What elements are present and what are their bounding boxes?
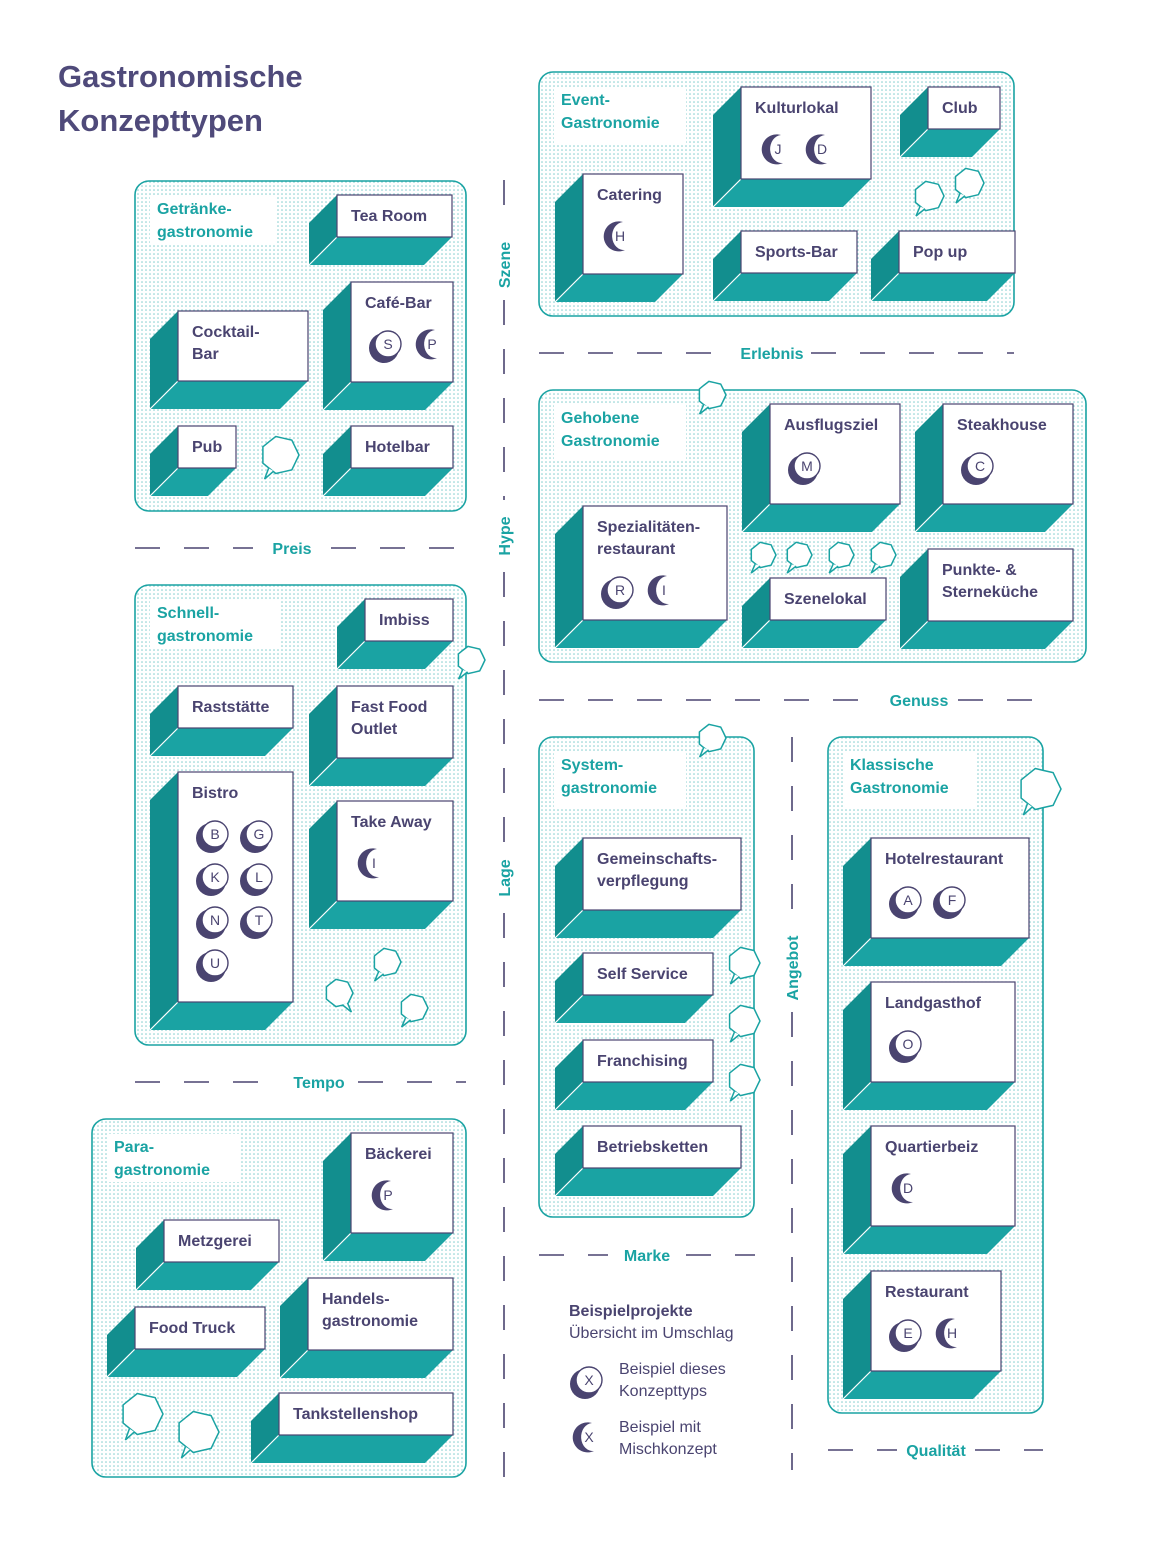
- box-side-face: [150, 772, 178, 1030]
- box-label-line: restaurant: [597, 541, 676, 558]
- group-label-line: Para-: [114, 1139, 155, 1156]
- group-label-line: Gastronomie: [561, 115, 660, 132]
- group-label-line: Getränke-: [157, 201, 232, 218]
- axis-label-angebot: Angebot: [785, 935, 802, 1001]
- badge-letter: R: [614, 582, 626, 598]
- badge-letter: N: [209, 912, 221, 928]
- group-label-line: gastronomie: [157, 224, 254, 241]
- axis-tempo: [135, 1075, 466, 1092]
- box-label-line: Outlet: [351, 721, 398, 738]
- concept-box-punkte: [900, 549, 1073, 649]
- badge-letter: B: [210, 826, 220, 842]
- legend-mix-line1: Beispiel mit: [619, 1419, 701, 1436]
- box-label-line: Raststätte: [192, 699, 270, 716]
- legend-full-line2: Konzepttyps: [619, 1383, 708, 1400]
- box-label-line: Sports-Bar: [755, 244, 838, 261]
- concept-box-szenelokal: [742, 578, 886, 648]
- axis-erlebnis: [539, 346, 1014, 363]
- concept-box-hotelrestaurant: [843, 838, 1029, 966]
- badge-letter: F: [947, 892, 957, 908]
- concept-box-handelsgastro: [280, 1278, 453, 1378]
- axis-genuss: [539, 693, 1043, 710]
- group-label-line: Gehobene: [561, 410, 640, 427]
- group-label-line: Gastronomie: [561, 433, 660, 450]
- concept-box-kulturlokal: [713, 87, 871, 207]
- axis-label-hype: Hype: [497, 516, 514, 556]
- axis-label-genuss: Genuss: [889, 693, 949, 710]
- group-label-line: Event-: [561, 92, 610, 109]
- box-label-line: Bar: [192, 346, 219, 363]
- box-label-line: Take Away: [351, 814, 432, 831]
- box-bottom-face: [900, 621, 1073, 649]
- box-label-line: Kulturlokal: [755, 100, 839, 117]
- concept-box-cocktailbar: [150, 311, 308, 409]
- box-label-line: Café-Bar: [365, 295, 432, 312]
- group-label-line: Klassische: [850, 757, 934, 774]
- page-title-line2: Konzepttypen: [58, 103, 263, 138]
- box-label-line: Club: [942, 100, 978, 117]
- concept-box-catering: [555, 174, 683, 302]
- legend-mix-badge: [573, 1422, 595, 1452]
- badge-letter: I: [662, 582, 666, 598]
- box-front-face: [178, 772, 293, 1002]
- box-label-line: Cocktail-: [192, 324, 260, 341]
- badge-letter: C: [974, 458, 986, 474]
- concept-box-ausflugsziel: [742, 404, 900, 532]
- axis-marke: [539, 1248, 755, 1265]
- concept-box-gemeinschaft: [555, 838, 741, 938]
- badge-letter: L: [255, 869, 263, 885]
- axis-label-szene: Szene: [497, 241, 514, 289]
- legend-full-line1: Beispiel dieses: [619, 1361, 726, 1378]
- legend: [569, 1303, 733, 1458]
- concept-box-baeckerei: [323, 1133, 453, 1261]
- box-label-line: Food Truck: [149, 1320, 236, 1337]
- box-label-line: Szenelokal: [784, 591, 867, 608]
- box-label-line: Pub: [192, 439, 223, 456]
- badge-letter: H: [946, 1325, 958, 1341]
- badge-letter: U: [209, 955, 221, 971]
- axis-label-lage: Lage: [497, 859, 514, 897]
- box-bottom-face: [555, 620, 727, 648]
- box-label-line: Restaurant: [885, 1284, 969, 1301]
- badge-letter: J: [774, 141, 782, 157]
- box-label-line: Handels-: [322, 1291, 390, 1308]
- badge-letter: H: [614, 228, 626, 244]
- badge-letter: D: [902, 1180, 914, 1196]
- concept-box-tankstellenshop: [251, 1393, 453, 1463]
- box-label-line: Ausflugsziel: [784, 417, 879, 434]
- box-label-line: Tea Room: [351, 208, 428, 225]
- box-label-line: Fast Food: [351, 699, 428, 716]
- box-bottom-face: [280, 1350, 453, 1378]
- box-label-line: Pop up: [913, 244, 968, 261]
- box-label-line: Hotelbar: [365, 439, 430, 456]
- box-label-line: Hotelrestaurant: [885, 851, 1004, 868]
- box-label-line: Metzgerei: [178, 1233, 252, 1250]
- concept-box-quartierbeiz: [843, 1126, 1015, 1254]
- legend-heading: Beispielprojekte: [569, 1303, 693, 1320]
- legend-full-badge: [570, 1367, 602, 1399]
- badge-letter: X: [584, 1372, 594, 1388]
- group-label-line: gastronomie: [561, 780, 658, 797]
- legend-subheading: Übersicht im Umschlag: [569, 1325, 734, 1342]
- axis-label-tempo: Tempo: [293, 1075, 345, 1092]
- concept-box-metzgerei: [136, 1220, 279, 1290]
- concept-box-takeaway: [309, 801, 453, 929]
- concept-box-foodtruck: [107, 1307, 265, 1377]
- concept-box-landgasthof: [843, 982, 1015, 1110]
- concept-box-tearoom: [309, 195, 452, 265]
- badge-letter: X: [584, 1429, 594, 1445]
- box-label-line: Imbiss: [379, 612, 430, 629]
- group-label-line: Schnell-: [157, 605, 220, 622]
- box-label-line: Franchising: [597, 1053, 688, 1070]
- box-bottom-face: [843, 938, 1029, 966]
- concept-box-betriebsketten: [555, 1126, 741, 1196]
- box-label-line: Bistro: [192, 785, 239, 802]
- box-label-line: Quartierbeiz: [885, 1139, 979, 1156]
- legend-mix-line2: Mischkonzept: [619, 1441, 717, 1458]
- axis-label-preis: Preis: [272, 541, 312, 558]
- box-label-line: Spezialitäten-: [597, 519, 701, 536]
- box-bottom-face: [843, 1226, 1015, 1254]
- concept-box-popup: [871, 231, 1015, 301]
- box-label-line: Tankstellenshop: [293, 1406, 419, 1423]
- box-label-line: Gemeinschafts-: [597, 851, 718, 868]
- axis-qualitaet: [828, 1443, 1043, 1460]
- legend-full-symbol: [570, 1367, 602, 1399]
- badge-letter: I: [372, 855, 376, 871]
- box-label-line: gastronomie: [322, 1313, 419, 1330]
- concept-box-raststaette: [150, 686, 293, 756]
- badge-letter: A: [903, 892, 913, 908]
- badge-letter: D: [816, 141, 828, 157]
- axis-label-qualitaet: Qualität: [906, 1443, 966, 1460]
- box-label-line: Catering: [597, 187, 662, 204]
- badge-letter: G: [253, 826, 265, 842]
- axis-preis: [135, 541, 466, 558]
- box-label-line: Punkte- &: [942, 562, 1017, 579]
- concept-box-selfservice: [555, 953, 713, 1023]
- concept-box-fastfood: [309, 686, 453, 786]
- box-bottom-face: [555, 910, 741, 938]
- badge-letter: O: [902, 1036, 914, 1052]
- axis-label-marke: Marke: [623, 1248, 671, 1265]
- concept-box-spezialitaeten: [555, 506, 727, 648]
- badge-letter: P: [427, 336, 437, 352]
- group-label-line: gastronomie: [114, 1162, 211, 1179]
- box-bottom-face: [555, 1168, 741, 1196]
- badge-letter: M: [801, 458, 813, 474]
- box-label-line: Landgasthof: [885, 995, 981, 1012]
- box-label-line: verpflegung: [597, 873, 689, 890]
- concept-box-bistro: [150, 772, 293, 1030]
- page-title-line1: Gastronomische: [58, 59, 303, 94]
- concept-box-restaurant: [843, 1271, 1001, 1399]
- box-label-line: Self Service: [597, 966, 688, 983]
- concept-box-steakhouse: [915, 404, 1073, 532]
- speech-bubble-icon: [458, 646, 485, 679]
- box-label-line: Sterneküche: [942, 584, 1039, 601]
- group-label-line: System-: [561, 757, 624, 774]
- group-label-line: gastronomie: [157, 628, 254, 645]
- badge-letter: P: [383, 1187, 393, 1203]
- badge-letter: K: [210, 869, 220, 885]
- box-label-line: Steakhouse: [957, 417, 1047, 434]
- speech-bubble-icon: [1021, 769, 1061, 816]
- concept-box-hotelbar: [323, 426, 453, 496]
- badge-letter: T: [254, 912, 264, 928]
- badge-letter: S: [383, 336, 393, 352]
- legend-mix-symbol: [573, 1422, 595, 1452]
- axis-label-erlebnis: Erlebnis: [740, 346, 804, 363]
- group-label-line: Gastronomie: [850, 780, 949, 797]
- badge-letter: E: [903, 1325, 913, 1341]
- box-bottom-face: [251, 1435, 453, 1463]
- concept-box-sportsbar: [713, 231, 857, 301]
- box-bottom-face: [843, 1082, 1015, 1110]
- box-label-line: Betriebsketten: [597, 1139, 709, 1156]
- concept-box-franchising: [555, 1040, 713, 1110]
- concept-box-cafebar: [323, 282, 453, 410]
- box-label-line: Bäckerei: [365, 1146, 432, 1163]
